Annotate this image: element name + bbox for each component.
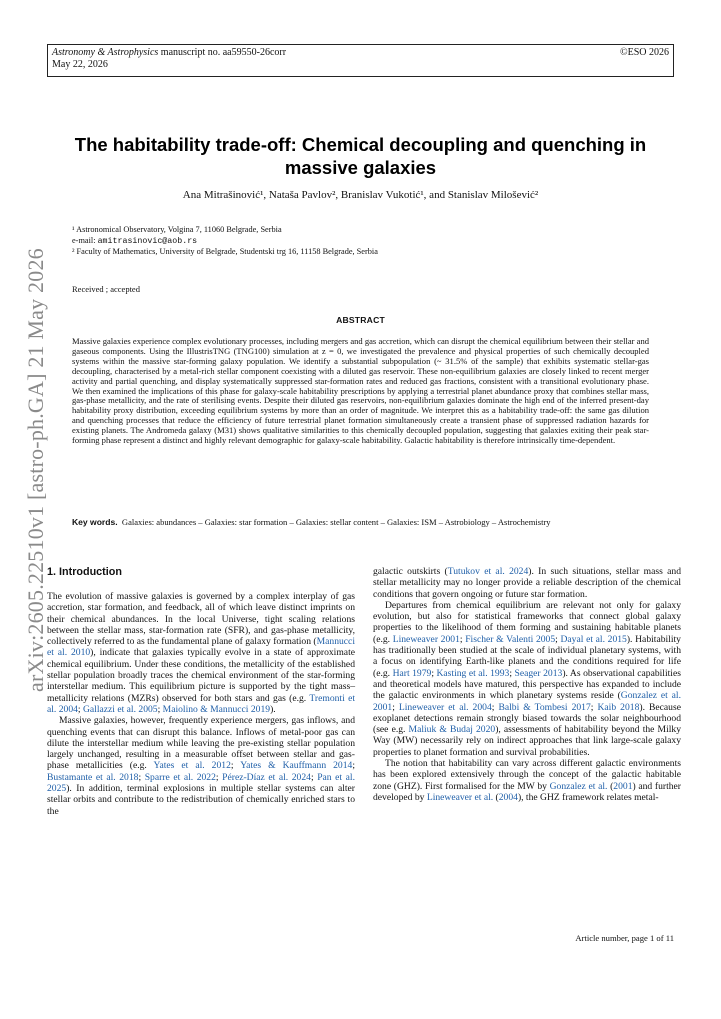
email-line (72, 236, 652, 248)
citation-link[interactable]: Bustamante et al. 2018 (47, 771, 139, 783)
paragraph-text: ). As observational capabilities and theoretical models have matured, this perspective has expanded to include the galactic environments in which planetary systems reside ( (373, 667, 681, 702)
citation-link[interactable]: Lineweaver et al. 2004 (398, 701, 492, 713)
paragraph (373, 758, 681, 803)
abstract-heading: ABSTRACT (336, 315, 385, 325)
citation-link[interactable]: Gonzalez et al. (549, 780, 608, 792)
section-heading-introduction: 1. Introduction (47, 566, 122, 578)
column-right (373, 566, 681, 803)
citation-link[interactable]: Yates & Kauffmann 2014 (240, 760, 353, 772)
paragraph-text: The evolution of massive galaxies is governed by a complex interplay of gas accretion, star formation, and feedback, all of which leave distinct imprints on their chemical abundances. In the local Universe, tight scaling relations between the stellar mass, star-formation rate (SFR), and gas-phase metallicity, collectively referred to as the fundamental plane of galaxy formation ( (47, 591, 355, 648)
citation-link[interactable]: Lineweaver et al. (426, 791, 494, 803)
citation-link[interactable]: Kaib 2018 (597, 701, 640, 713)
citation-link[interactable]: Pérez-Díaz et al. 2024 (222, 771, 311, 783)
paragraph-text: galactic outskirts ( (373, 566, 448, 577)
manuscript-date: May 22, 2026 (52, 59, 108, 70)
paragraph-text: ; (215, 771, 223, 783)
manuscript-line (52, 47, 286, 59)
arxiv-stamp: arXiv:2605.22510v1 [astro-ph.GA] 21 May 2026 (23, 248, 48, 692)
paper-title-line-1: The habitability trade-off: Chemical decoupling and quenching in (74, 134, 647, 155)
paragraph-text: ). Because exoplanet detections remain strongly biased towards the solar neighbourhood (see e.g. (373, 701, 681, 736)
paragraph-text: ; (310, 771, 318, 783)
paragraph-text: ), indicate that galaxies typically evolve in a state of approximate chemical equilibrium. Under these conditions, the metallicity of the established stellar population broadly traces the chemical environment of the star-forming interstellar medium. This equilibrium picture is supported by the tight mass–metallicity relations (MZRs) observed for both stars and gas (e.g. (47, 647, 355, 704)
paragraph-text: ) and further developed by (373, 780, 681, 803)
abstract-text: Massive galaxies experience complex evolutionary processes, including mergers and gas accretion, which can disrupt the chemical equilibrium between their stellar and gaseous components. Using the IllustrisTNG (TNG100) simulation at z = 0, we investigated the prevalence and physical properties of such chemically decoupled systems within the massive star-forming galaxy population. We identify a substantial subpopulation (~ 31.5% of the sample) that exhibits systematic stellar-gas decoupling, characterised by a metal-rich stellar component coexisting with a diluted gas reservoir. These non-equilibrium galaxies are closely linked to recent merger activity and partial quenching, and display systematically suppressed star-formation rates and reduced gas fractions, consistent with a transitional evolutionary phase. We then examined the implications of this phase for galaxy-scale habitability prescriptions by applying a terrestrial planet abundance proxy that combines stellar mass, gas-phase metallicity, and the rate of sterilising events. Despite their diluted gas reservoirs, non-equilibrium galaxies dominate the high end of the inferred present-day habitability proxy distribution, exceeding equilibrium systems by more than an order of magnitude. We interpret this as a habitability trade-off: the same gas dilution and quenching processes that reduce the efficiency of future terrestrial planet formation simultaneously create a transient phase of suppressed radiation hazards for existing planets. The Andromeda galaxy (M31) shows qualitative similarities to this chemically decoupled population, suggesting that galaxies exiting their peak star-forming phase represent a distinct and highly relevant demographic for galaxy-scale habitability. Galactic habitability is therefore intrinsically time-dependent. (72, 336, 649, 446)
citation-link[interactable]: Pan et al. 2025 (47, 771, 355, 795)
paragraph-text: ; (230, 760, 241, 772)
citation-link[interactable]: Dayal et al. 2015 (560, 633, 627, 645)
paragraph-text: ; (590, 701, 598, 713)
paragraph (47, 591, 355, 715)
paragraph-text: The notion that habitability can vary across different galactic environments has been explored extensively through the concept of the galactic habitable zone (GHZ). First formalised for the MW by (373, 758, 681, 792)
keywords-list: Galaxies: abundances – Galaxies: star formation – Galaxies: stellar content – Galaxies: ISM – Astrobiology – Astrochemistry (121, 517, 551, 527)
citation-link[interactable]: Kasting et al. 1993 (436, 667, 510, 679)
citation-link[interactable]: Sparre et al. 2022 (144, 771, 216, 783)
paragraph-text: ; (459, 633, 466, 645)
column-left (47, 566, 355, 817)
paragraph-text: ( (493, 791, 499, 803)
citation-link[interactable]: Gonzalez et al. 2001 (373, 690, 681, 713)
affiliation-2: ² Faculty of Mathematics, University of Belgrade, Studentski trg 16, 11158 Belgrade, Serbia (72, 247, 378, 256)
citation-link[interactable]: Lineweaver 2001 (392, 633, 460, 645)
paragraph-text: ; (431, 667, 437, 679)
paragraph-text: ). In such situations, stellar mass and stellar metallicity may no longer provide a reliable description of the chemical conditions that govern ongoing or future star formation. (373, 566, 681, 600)
citation-link[interactable]: Tremonti et al. 2004 (47, 692, 356, 715)
paragraph (373, 566, 681, 600)
paragraph-text: ; (392, 701, 399, 713)
citation-link[interactable]: Fischer & Valenti 2005 (465, 633, 556, 645)
keywords (72, 517, 649, 527)
paragraph-text: ). Habitability has traditionally been studied at the scale of individual planetary systems, with a focus on identifying Earth-like planets and the conditions required for life (e.g. (373, 633, 681, 679)
citation-link[interactable]: 2004 (498, 791, 518, 803)
paragraph-text: ). In addition, terminal explosions in multiple stellar systems can alter stellar orbits and contribute to the redistribution of chemically enriched stars to the (47, 783, 355, 817)
citation-link[interactable]: 2001 (613, 780, 633, 792)
citation-link[interactable]: Yates et al. 2012 (153, 760, 231, 772)
affiliation-1: ¹ Astronomical Observatory, Volgina 7, 11060 Belgrade, Serbia (72, 225, 282, 234)
citation-link[interactable]: Maliuk & Budaj 2020 (408, 724, 496, 736)
manuscript-number: manuscript no. aa59550-26corr (160, 47, 287, 58)
citation-link[interactable]: Balbi & Tombesi 2017 (498, 701, 591, 713)
email-label: e-mail: (72, 235, 98, 245)
copyright: ©ESO 2026 (620, 47, 669, 58)
paragraph-text: ; (555, 633, 561, 645)
keywords-label: Key words. (72, 517, 118, 527)
paragraph-text: Departures from chemical equilibrium are relevant not only for galaxy evolution, but also for statistical frameworks that connect global galaxy properties to the likelihood of them forming and sustaining habitable planets (e.g. (373, 599, 681, 645)
page-footer: Article number, page 1 of 11 (575, 933, 674, 943)
citation-link[interactable]: Tutukov et al. 2024 (447, 566, 529, 577)
paragraph-text: ), assessments of habitability beyond the Milky Way (MW) necessarily rely on indirect approaches that link large-scale galaxy properties to planet formation and survival probabilities. (373, 724, 681, 758)
email-address[interactable]: amitrasinovic@aob.rs (97, 236, 198, 246)
paragraph-text: ( (607, 780, 614, 792)
paragraph-text: ; (491, 701, 499, 713)
paragraph-text: ; (509, 667, 515, 679)
citation-link[interactable]: Gallazzi et al. 2005 (83, 703, 158, 715)
paragraph-text: ; (138, 771, 145, 783)
paragraph (47, 715, 355, 817)
citation-link[interactable]: Seager 2013 (514, 667, 563, 679)
journal-header (47, 44, 674, 77)
paragraph-text: ; (352, 760, 355, 772)
citation-link[interactable]: Hart 1979 (392, 667, 432, 679)
paragraph-text: ). (270, 703, 276, 715)
paragraph-text: ; (157, 703, 163, 715)
paper-title (40, 133, 681, 179)
citation-link[interactable]: Maiolino & Mannucci 2019 (162, 703, 271, 715)
paragraph-text: ), the GHZ framework relates metal- (517, 791, 659, 803)
citation-link[interactable]: Mannucci et al. 2010 (47, 636, 355, 659)
paragraph-text: Massive galaxies, however, frequently experience mergers, gas inflows, and quenching events that can disrupt this balance. Inflows of metal-poor gas can dilute the interstellar medium while leaving the pre-existing stellar population largely unchanged, resulting in a measurable offset between stellar and gas-phase metallicities (e.g. (47, 715, 355, 772)
paragraph-text: ; (77, 703, 83, 715)
paragraph (373, 600, 681, 758)
affiliations (72, 225, 652, 258)
received-line: Received ; accepted (72, 284, 140, 294)
author-list: Ana Mitrašinović¹, Nataša Pavlov², Branislav Vukotić¹, and Stanislav Milošević² (182, 189, 539, 201)
journal-name: Astronomy & Astrophysics (52, 47, 159, 58)
paper-title-line-2: massive galaxies (284, 157, 437, 178)
